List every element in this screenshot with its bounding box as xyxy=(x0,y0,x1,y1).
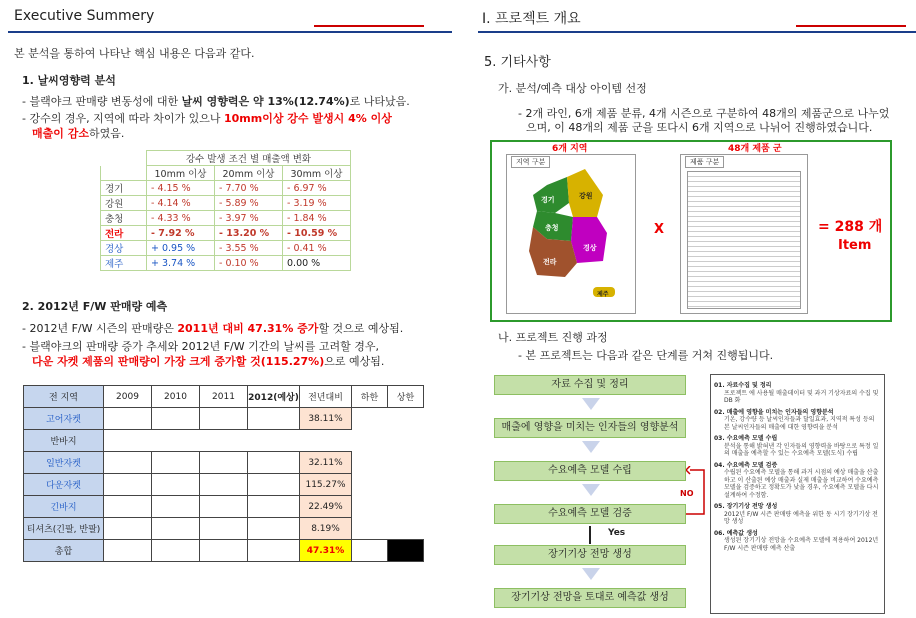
cell xyxy=(248,518,300,540)
table-row xyxy=(24,474,424,496)
cell xyxy=(388,474,424,496)
flow-step-5: 장기기상 전망 생성 xyxy=(494,545,686,565)
step-desc: 2012년 F/W 시즌 판매량 예측을 위한 동 시기 장기기상 전망 생성 xyxy=(724,510,878,525)
header-accent xyxy=(314,25,424,27)
col-header: 2010 xyxy=(152,386,200,408)
product-name: 일반자켓 xyxy=(24,452,104,474)
section2-bullet1 xyxy=(22,321,403,336)
page-header: Executive Summery xyxy=(14,8,155,24)
step-title: 02. 매출에 영향을 미치는 인자들의 영향분석 xyxy=(714,408,834,416)
product-grid-lines xyxy=(687,171,801,309)
step-title: 01. 자료수집 및 정리 xyxy=(714,382,772,389)
text-highlight: 10mm이상 강수 발생시 4% 이상 xyxy=(223,112,392,125)
cell xyxy=(352,452,388,474)
col-header: 상한 xyxy=(388,386,424,408)
table-row-total xyxy=(24,540,424,562)
product-name: 고어자켓 xyxy=(24,408,104,430)
flow-step-4: 수요예측 모델 검증 xyxy=(494,504,686,524)
region-label: 경상 xyxy=(101,241,147,256)
cell: - 3.19 % xyxy=(283,196,351,211)
cell: - 3.55 % xyxy=(215,241,283,256)
section1-title: 1. 날씨영향력 분석 xyxy=(22,74,116,87)
cell: - 10.59 % xyxy=(283,226,351,241)
table-row xyxy=(24,452,424,474)
step-title: 05. 장기기상 전망 생성 xyxy=(714,503,778,510)
cell xyxy=(200,452,248,474)
table-row xyxy=(101,226,351,241)
cell xyxy=(152,474,200,496)
region-name: 경기 xyxy=(541,196,555,204)
region-label: 제주 xyxy=(101,256,147,271)
table-title: 강수 발생 조건 별 매출액 변화 xyxy=(147,151,351,166)
arrow-down-icon xyxy=(582,484,600,496)
section1-bullet1 xyxy=(22,94,410,109)
cell xyxy=(152,452,200,474)
step-desc: 수립된 수요예측 모델을 통해 과거 시점의 예상 매출을 산출하고 이 산출된 예상 매출과 실제 매출을 비교하여 수요예측 모델을 검증하고 정확도가 낮을 경우, 수요예측 모델을 다시 설계하여 수정함. xyxy=(724,469,879,499)
region-name: 충청 xyxy=(545,224,559,232)
cell: + 0.95 % xyxy=(147,241,215,256)
cell xyxy=(248,408,300,430)
cell xyxy=(200,518,248,540)
col-header: 20mm 이상 xyxy=(215,166,283,181)
yoy-cell: 38.11% xyxy=(300,408,352,430)
col-header: 전년대비 xyxy=(300,386,352,408)
cell xyxy=(200,474,248,496)
text: 하였음. xyxy=(88,127,125,140)
product-name: 티셔츠(긴팔, 반팔) xyxy=(24,518,104,540)
table-row xyxy=(101,241,351,256)
cell xyxy=(248,496,300,518)
col-header: 30mm 이상 xyxy=(283,166,351,181)
cell xyxy=(388,496,424,518)
step-desc: 프로젝트 에 사용될 매출데이터 및 과거 기상자료의 수집 및 DB 화 xyxy=(724,389,879,404)
col-header: 2011 xyxy=(200,386,248,408)
yes-arrow-line xyxy=(589,526,591,544)
cell xyxy=(248,452,300,474)
region-label: 지역 구분 xyxy=(511,156,550,168)
region-name: 강원 xyxy=(579,192,593,200)
yoy-cell: 22.49% xyxy=(300,496,352,518)
korea-regions-map-icon xyxy=(507,155,635,313)
corner xyxy=(101,166,147,181)
flow-step-6: 장기기상 전망을 토대로 예측값 생성 xyxy=(494,588,686,608)
text-highlight: 2011년 대비 47.31% 증가 xyxy=(177,322,319,335)
intro-text: 본 분석을 통하여 나타난 핵심 내용은 다음과 같다. xyxy=(14,47,255,60)
arrow-down-icon xyxy=(582,398,600,410)
result-count: = 288 개 xyxy=(818,219,883,235)
corner xyxy=(101,151,147,166)
yoy-total-cell: 47.31% xyxy=(300,540,352,562)
table-row xyxy=(101,256,351,271)
table-row xyxy=(24,430,424,452)
region-label: 전라 xyxy=(101,226,147,241)
weather-impact-table xyxy=(100,150,351,271)
cell xyxy=(104,452,152,474)
no-label: NO xyxy=(680,489,694,498)
text: 으로 예상됨. xyxy=(324,355,385,368)
flow-step-2: 매출에 영향을 미치는 인자들의 영향분석 xyxy=(494,418,686,438)
section2-bullet2-cont xyxy=(32,354,384,369)
step-desc: 기온, 강수량 등 날씨인자들과 달일효과, 지역적 특성 등의 본 날씨인자들의 매출에 대한 영향력을 분석 xyxy=(724,416,875,431)
cell xyxy=(104,518,152,540)
project-overview-page xyxy=(470,0,916,618)
flow-step-1: 자료 수집 및 정리 xyxy=(494,375,686,395)
cell xyxy=(104,408,152,430)
region-name: 경상 xyxy=(583,244,597,252)
cell xyxy=(152,518,200,540)
cell: - 0.41 % xyxy=(283,241,351,256)
cell: - 4.33 % xyxy=(147,211,215,226)
cell xyxy=(388,452,424,474)
cell: - 3.97 % xyxy=(215,211,283,226)
cell: - 0.10 % xyxy=(215,256,283,271)
cell xyxy=(248,474,300,496)
yoy-cell: 8.19% xyxy=(300,518,352,540)
section2-bullet2: - 블랙야크의 판매량 증가 추세와 2012년 F/W 기간의 날씨를 고려할 경우, xyxy=(22,340,379,353)
step-title: 03. 수요예측 모델 수립 xyxy=(714,435,778,442)
yoy-cell: 32.11% xyxy=(300,452,352,474)
region-label: 강원 xyxy=(101,196,147,211)
cell: + 3.74 % xyxy=(147,256,215,271)
cell xyxy=(152,408,200,430)
cell xyxy=(388,518,424,540)
product-name: 총합 xyxy=(24,540,104,562)
cell xyxy=(352,518,388,540)
cell: - 1.84 % xyxy=(283,211,351,226)
section2-title: 2. 2012년 F/W 판매량 예측 xyxy=(22,300,168,313)
cell xyxy=(104,430,424,452)
region-name: 제주 xyxy=(597,291,609,298)
korea-map xyxy=(506,154,636,314)
col-header: 2009 xyxy=(104,386,152,408)
col-header: 10mm 이상 xyxy=(147,166,215,181)
subsection-a-text1: - 2개 라인, 6개 제품 분류, 4개 시즌으로 구분하여 48개의 제품군으로 나누었 xyxy=(518,107,890,120)
cell xyxy=(200,540,248,562)
product-name: 반바지 xyxy=(24,430,104,452)
cell xyxy=(352,474,388,496)
yes-label: Yes xyxy=(608,528,626,538)
table-row xyxy=(101,196,351,211)
table-row xyxy=(101,181,351,196)
steps-description-box xyxy=(710,374,885,614)
flow-step-3: 수요예측 모델 수립 xyxy=(494,461,686,481)
text: - 강수의 경우, 지역에 따라 차이가 있으나 xyxy=(22,112,224,125)
subsection-b-text: - 본 프로젝트는 다음과 같은 단계를 거쳐 진행됩니다. xyxy=(518,349,774,362)
subsection-a-title: 가. 분석/예측 대상 아이템 선정 xyxy=(498,82,647,95)
header-rule xyxy=(478,31,916,33)
text: 할 것으로 예상됨. xyxy=(318,322,404,335)
header-rule xyxy=(8,31,452,33)
cell xyxy=(152,496,200,518)
cell xyxy=(352,408,388,430)
subsection-a-text2: 으며, 이 48개의 제품 군을 또다시 6개 지역으로 나뉘어 진행하였습니다. xyxy=(526,121,873,134)
table-row xyxy=(101,211,351,226)
products-title: 48개 제품 군 xyxy=(728,144,782,154)
cell xyxy=(104,474,152,496)
cell xyxy=(200,496,248,518)
arrow-down-icon xyxy=(582,568,600,580)
cell: - 13.20 % xyxy=(215,226,283,241)
cell xyxy=(104,540,152,562)
product-name: 긴바지 xyxy=(24,496,104,518)
page-header: Ⅰ. 프로젝트 개요 xyxy=(482,11,581,27)
result-unit: Item xyxy=(838,238,872,253)
yoy-cell: 115.27% xyxy=(300,474,352,496)
header-accent xyxy=(796,25,906,27)
text-highlight: 다운 자켓 제품의 판매량이 가장 크게 증가할 것(115.27%) xyxy=(32,355,325,368)
text: - 2012년 F/W 시즌의 판매량은 xyxy=(22,322,178,335)
cell: - 5.89 % xyxy=(215,196,283,211)
col-header: 2012(예상) xyxy=(248,386,300,408)
region-label: 경기 xyxy=(101,181,147,196)
text-bold: 날씨 영향력은 약 13%(12.74%) xyxy=(181,95,350,108)
cell: - 4.14 % xyxy=(147,196,215,211)
cell: - 6.97 % xyxy=(283,181,351,196)
item-selection-box xyxy=(490,140,892,322)
section1-bullet2 xyxy=(22,111,392,126)
product-label: 제품 구분 xyxy=(685,156,724,168)
section5-title: 5. 기타사항 xyxy=(484,55,551,70)
col-header: 전 지역 xyxy=(24,386,104,408)
cell xyxy=(200,408,248,430)
table-row xyxy=(24,518,424,540)
cell xyxy=(388,540,424,562)
cell xyxy=(152,540,200,562)
region-label: 충청 xyxy=(101,211,147,226)
sales-forecast-table xyxy=(23,385,424,562)
arrow-down-icon xyxy=(582,441,600,453)
col-header: 하한 xyxy=(352,386,388,408)
product-name: 다운자켓 xyxy=(24,474,104,496)
region-name: 전라 xyxy=(543,258,557,266)
step-title: 06. 예측값 생성 xyxy=(714,529,758,537)
cell xyxy=(388,408,424,430)
text-highlight: 매출이 감소 xyxy=(32,127,89,140)
subsection-b-title: 나. 프로젝트 진행 과정 xyxy=(498,331,608,344)
cell xyxy=(248,540,300,562)
cell xyxy=(352,496,388,518)
table-row xyxy=(24,408,424,430)
step-desc: 분석을 통해 밝혀낸 각 인자들의 영향력을 바탕으로 특정 일의 매출을 예측할 수 있는 수요예측 모델(도식) 수립 xyxy=(724,442,879,457)
step-desc: 생성된 장기기상 전망을 수요예측 모델에 적용하여 2012년 F/W 시즌 판매량 예측 산출 xyxy=(724,537,879,552)
regions-title: 6개 지역 xyxy=(552,144,588,154)
cell: - 7.70 % xyxy=(215,181,283,196)
text: - 블랙야크 판매량 변동성에 대한 xyxy=(22,95,182,108)
section1-bullet2-cont xyxy=(32,126,124,141)
text: 로 나타났음. xyxy=(349,95,410,108)
table-row xyxy=(24,496,424,518)
product-grid xyxy=(680,154,808,314)
cell xyxy=(104,496,152,518)
cell xyxy=(352,540,388,562)
multiply-sign: X xyxy=(654,222,665,237)
cell: - 4.15 % xyxy=(147,181,215,196)
step-title: 04. 수요예측 모델 검증 xyxy=(714,461,778,469)
cell: - 7.92 % xyxy=(147,226,215,241)
cell: 0.00 % xyxy=(283,256,351,271)
